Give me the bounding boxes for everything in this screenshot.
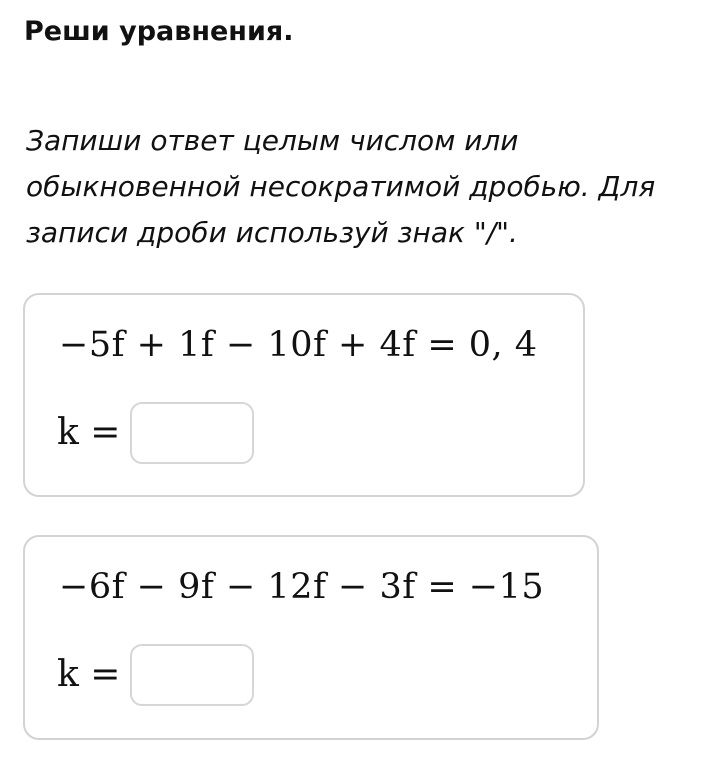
instruction-line: обыкновенной несократимой дробью. Для — [26, 170, 656, 203]
answer-row-1 — [57, 401, 254, 465]
answer-label-2: k = — [57, 654, 121, 695]
task-title: Реши уравнения. — [24, 16, 294, 47]
instruction-line: Запиши ответ целым числом или — [26, 124, 519, 157]
answer-row-2 — [57, 643, 254, 707]
problem-card-1 — [23, 293, 585, 497]
equation-1: −5f + 1f − 10f + 4f = 0, 4 — [59, 325, 538, 365]
instruction-line: записи дроби используй знак "/". — [26, 216, 518, 249]
task-instruction — [26, 118, 666, 256]
answer-input-2[interactable] — [130, 644, 254, 706]
equation-2: −6f − 9f − 12f − 3f = −15 — [59, 567, 545, 607]
answer-label-1: k = — [57, 412, 121, 453]
problem-card-2 — [23, 535, 599, 740]
answer-input-1[interactable] — [130, 402, 254, 464]
